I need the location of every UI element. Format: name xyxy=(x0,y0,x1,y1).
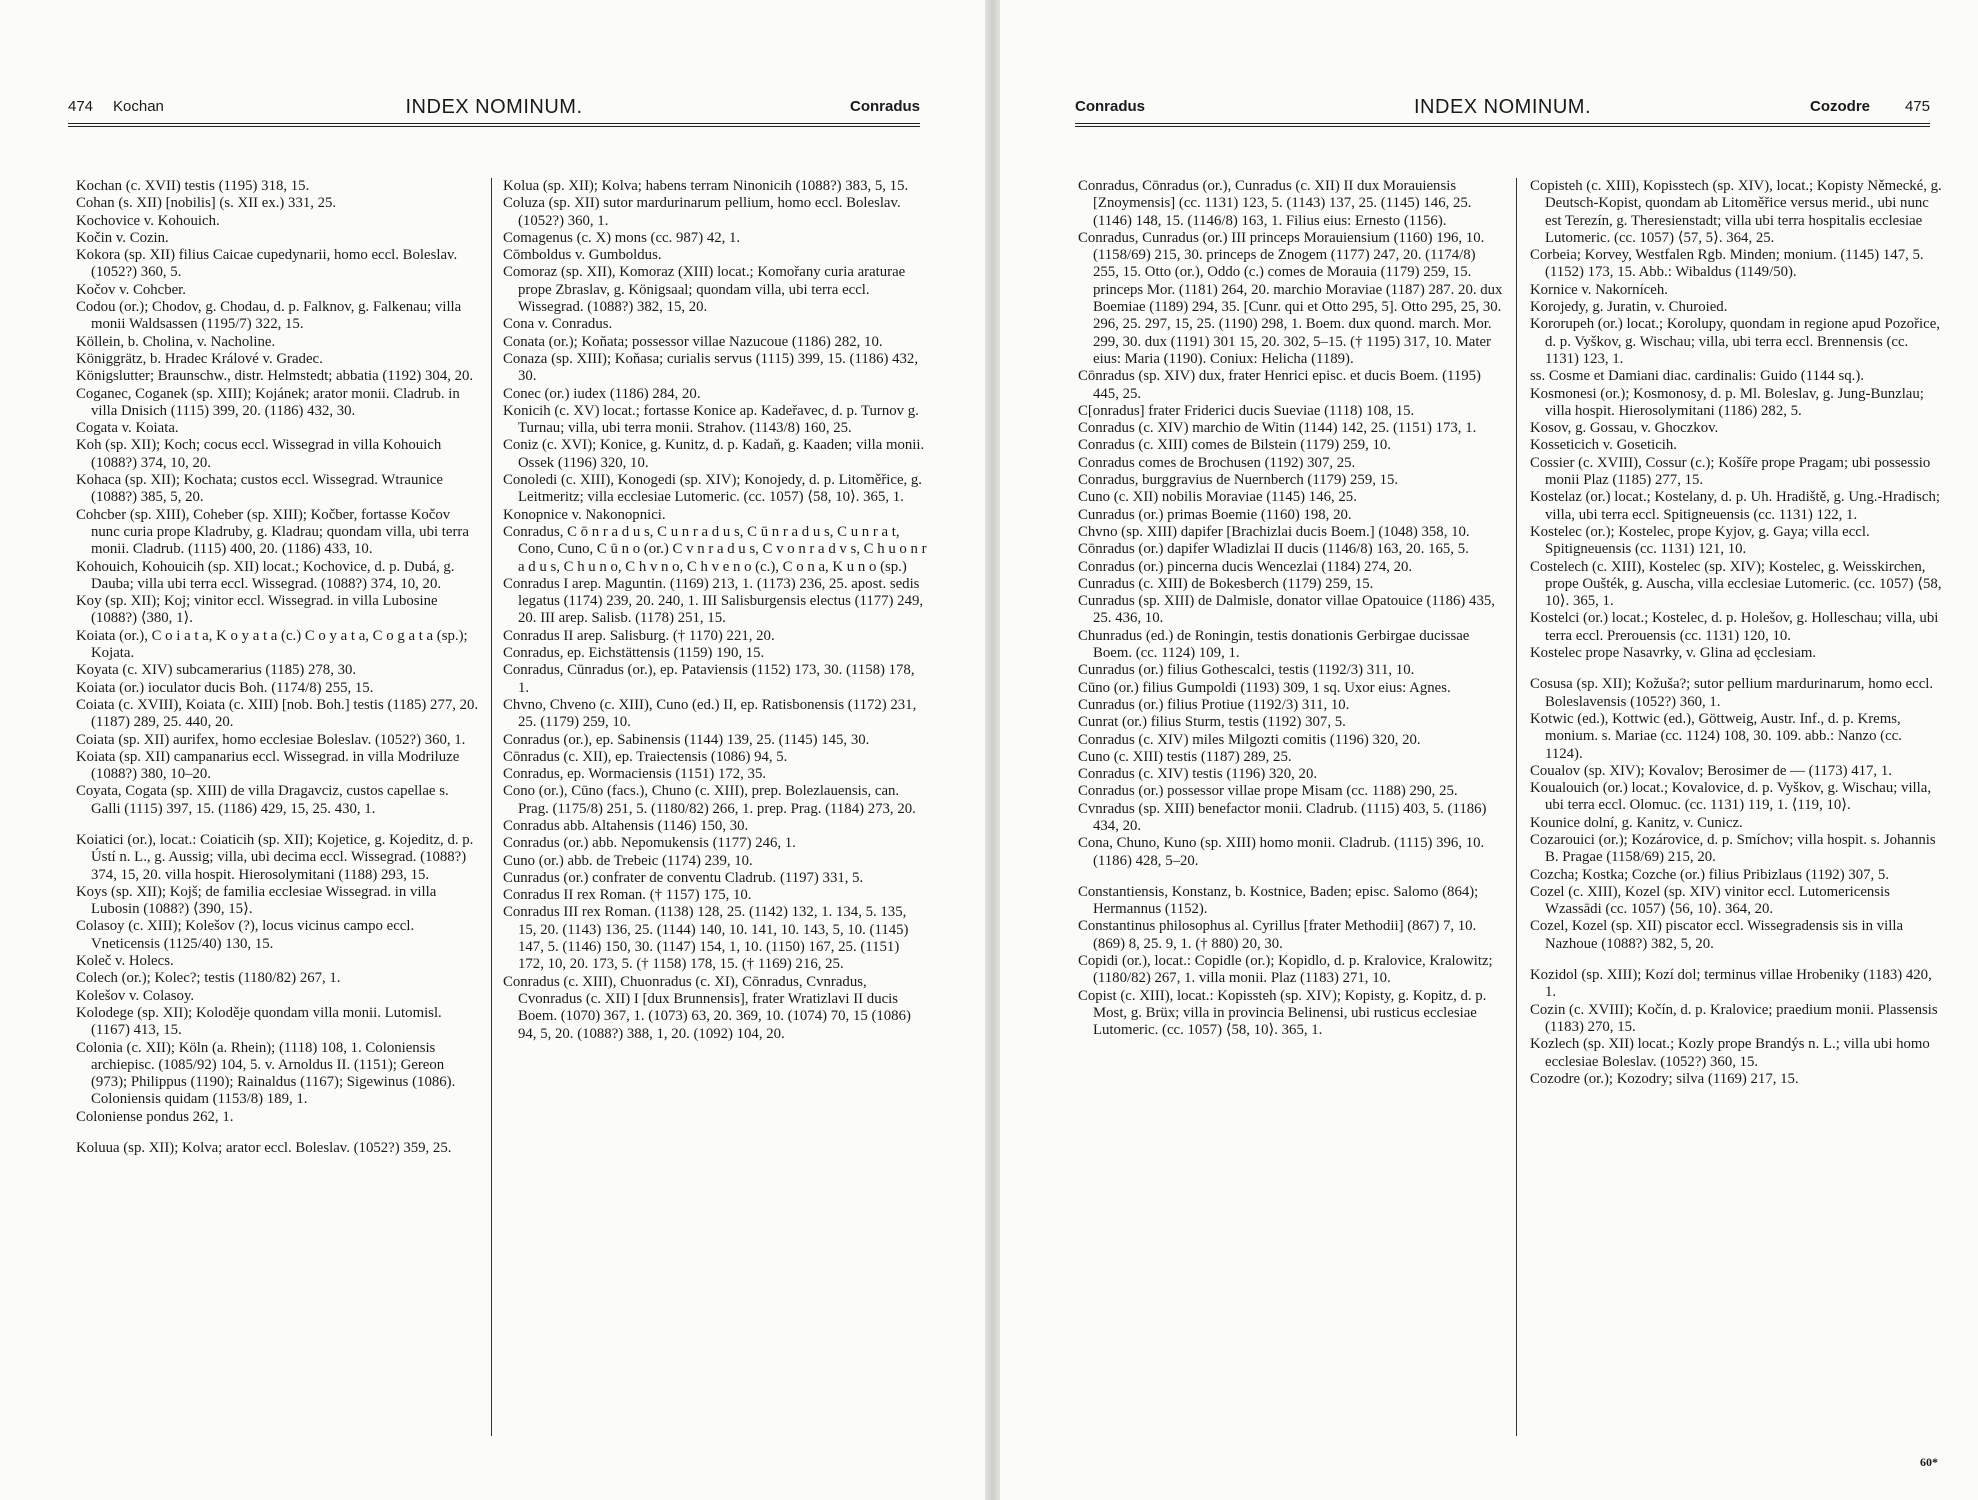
index-entry: ss. Cosme et Damiani diac. cardinalis: Guido (1144 sq.). xyxy=(1530,368,1864,385)
signature-mark: 60* xyxy=(1920,1455,1938,1469)
index-entry: Koiata (sp. XII) campanarius eccl. Wissegrad. in villa Modriluze (1088?) 380, 10–20. xyxy=(76,748,460,783)
index-entry: Conradus abb. Altahensis (1146) 150, 30. xyxy=(503,817,749,834)
index-entry: Conradus comes de Brochusen (1192) 307, 25. xyxy=(1078,454,1356,471)
index-entry: Conradus (or.) pincerna ducis Wencezlai (1184) 274, 20. xyxy=(1078,558,1413,575)
index-entry: Colasoy (c. XIII); Kolešov (?), locus vicinus campo eccl. Vneticensis (1125/40) 130, 15. xyxy=(76,918,415,952)
index-entry: Conradus (c. XIV) marchio de Witin (1144) 142, 25. (1151) 173, 1. xyxy=(1078,420,1477,437)
index-entry: Cozel, Kozel (sp. XII) piscator eccl. Wissegradensis sis in villa Nazhoue (1088?) 382, 5, 20. xyxy=(1530,918,1904,952)
index-entry: Conradus, ep. Wormaciensis (1151) 172, 35. xyxy=(503,766,767,783)
left-column-1 xyxy=(76,178,481,1428)
index-entry: Conec (or.) iudex (1186) 284, 20. xyxy=(503,385,701,402)
index-entry: Conradus (or.) possessor villae prope Misam (cc. 1188) 290, 25. xyxy=(1078,783,1458,800)
index-entry: Kostelaz (or.) locat.; Kostelany, d. p. Uh. Hradiště, g. Ung.-Hradisch; villa, ubi terra eccl. Spitigneuensis (cc. 1131) 122, 1. xyxy=(1530,489,1940,523)
index-entry: Chvno (sp. XIII) dapifer [Brachizlai ducis Boem.] (1048) 358, 10. xyxy=(1078,523,1470,540)
right-column-1 xyxy=(1078,178,1503,1428)
right-page-number: 475 xyxy=(1904,98,1930,115)
index-entry: Conradus, Cunradus (or.) III princeps Morauiensium (1160) 196, 10. (1158/69) 215, 30. princeps de Znogem (1177) 247, 20. (1174/8) 255, 15. Otto (or.), Oddo (c.) comes de Morauia (1179) 259, 15. princeps Mor. (1181) 264, 20. marchio Moraviae (1187) 287. 20. dux Boemiae (1189) 294, 35. [Cunr. qui et Otto 295, 5]. Otto 295, 25, 30. 296, 25. 297, 15, 25. (1190) 298, 1. Boem. dux quond. march. Mor. 299, 30. dux (1191) 301 15, 20. 302, 5–15. († 1195) 317, 10. Mater eius: Maria (1190). Coniux: Helicha (1189). xyxy=(1078,229,1503,367)
index-entry: Cvnradus (sp. XIII) benefactor monii. Cladrub. (1115) 403, 5. (1186) 434, 20. xyxy=(1078,800,1487,834)
left-running-header xyxy=(68,94,920,120)
index-entry: Cōnradus (sp. XIV) dux, frater Henrici episc. et ducis Boem. (1195) 445, 25. xyxy=(1078,368,1481,402)
index-entry: Corbeia; Korvey, Westfalen Rgb. Minden; monium. (1145) 147, 5. (1152) 173, 15. Abb.: Wibaldus (1149/50). xyxy=(1530,247,1924,281)
index-entry: Kornice v. Nakorníceh. xyxy=(1530,281,1668,298)
index-entry: Kochan (c. XVII) testis (1195) 318, 15. xyxy=(76,178,310,194)
index-entry: Coiata (sp. XII) aurifex, homo ecclesiae Boleslav. (1052?) 360, 1. xyxy=(76,731,466,748)
index-entry: Conradus, burggravius de Nuernberch (1179) 259, 15. xyxy=(1078,472,1399,489)
index-entry: Konicih (c. XV) locat.; fortasse Konice ap. Kadeřavec, d. p. Turnov g. Turnau; villa, ubi terra monii. Strahov. (1143/8) 160, 25. xyxy=(503,402,919,437)
index-entry: Conradus I arep. Maguntin. (1169) 213, 1. (1173) 236, 25. apost. sedis legatus (1174) 239, 20. 240, 1. III Salisburgensis electus (1177) 249, 20. III arep. Salisb. (1178) 251, 15. xyxy=(503,575,924,627)
index-entry: Königgrätz, b. Hradec Králové v. Gradec. xyxy=(76,350,323,367)
index-entry: C[onradus] frater Friderici ducis Sueviae (1118) 108, 15. xyxy=(1078,402,1415,419)
index-entry: Coganec, Coganek (sp. XIII); Kojánek; arator monii. Cladrub. in villa Dnisich (1115) 399, 20. (1186) 432, 30. xyxy=(76,385,460,419)
index-entry: Kounice dolní, g. Kanitz, v. Cunicz. xyxy=(1530,814,1743,831)
index-entry: Cuno (c. XIII) testis (1187) 289, 25. xyxy=(1078,748,1292,765)
index-entry: Königslutter; Braunschw., distr. Helmstedt; abbatia (1192) 304, 20. xyxy=(76,368,474,385)
index-entry: Conradus (or.) abb. Nepomukensis (1177) 246, 1. xyxy=(503,835,796,852)
index-entry: Conradus (c. XIV) miles Milgozti comitis (1196) 320, 20. xyxy=(1078,731,1421,748)
index-entry: Constantiensis, Konstanz, b. Kostnice, Baden; episc. Salomo (864); Hermannus (1152). xyxy=(1078,883,1479,918)
index-entry: Colech (or.); Kolec?; testis (1180/82) 267, 1. xyxy=(76,970,341,987)
index-entry: Copist (c. XIII), locat.: Kopissteh (sp. XIV); Kopisty, g. Kopitz, d. p. Most, g. Brüx; villa in provincia Belinensi, ubi rusticus ecclesiae Lutomeric. (cc. 1057) ⟨58, 10⟩. 365, 1. xyxy=(1078,987,1487,1039)
index-entry: Colonia (c. XII); Köln (a. Rhein); (1118) 108, 1. Coloniensis archiepisc. (1085/92) 104, 5. v. Arnoldus II. (1151); Gereon (973); Philippus (1190); Rainaldus (1167); Sigewinus (1086). Coloniensis quidam (1153/8) 189, 1. xyxy=(76,1039,456,1108)
index-entry: Coualov (sp. XIV); Kovalov; Berosimer de — (1173) 417, 1. xyxy=(1530,762,1892,779)
right-column-2 xyxy=(1520,178,1942,1428)
index-entry: Koleč v. Holecs. xyxy=(76,953,174,970)
index-entry: Koiata (or.), C o i a t a, K o y a t a (c.) C o y a t a, C o g a t a (sp.); Kojata. xyxy=(76,627,468,662)
index-entry: Korojedy, g. Juratin, v. Churoied. xyxy=(1530,299,1728,316)
index-entry: Kororupeh (or.) locat.; Korolupy, quondam in regione apud Pozořice, d. p. Vyškov, g. Wischau; villa, ubi terra eccl. Brennensis (cc. 1131) 123, 1. xyxy=(1530,316,1940,367)
index-entry: Conradus (c. XIV) testis (1196) 320, 20. xyxy=(1078,766,1318,783)
index-entry: Conradus II rex Roman. († 1157) 175, 10. xyxy=(503,887,752,904)
header-rule xyxy=(1075,126,1930,127)
index-entry: Koyata (c. XIV) subcamerarius (1185) 278, 30. xyxy=(76,662,357,679)
index-entry: Kostelec (or.); Kostelec, prope Kyjov, g. Gaya; villa eccl. Spitigneuensis (cc. 1131) 121, 10. xyxy=(1530,523,1870,558)
index-entry: Cona, Chuno, Kuno (sp. XIII) homo monii. Cladrub. (1115) 396, 10. (1186) 428, 5–20. xyxy=(1078,835,1485,869)
index-entry: Cuno (c. XII) nobilis Moraviae (1145) 146, 25. xyxy=(1078,489,1357,506)
index-entry: Cossier (c. XVIII), Cossur (c.); Košíře prope Pragam; ubi possessio monii Plaz (1185) 277, 15. xyxy=(1530,454,1931,489)
index-entry: Conata (or.); Koňata; possessor villae Nazucoue (1186) 282, 10. xyxy=(503,333,883,350)
index-entry: Cozcha; Kostka; Cozche (or.) filius Pribizlaus (1192) 307, 5. xyxy=(1530,866,1890,883)
index-entry: Cono (or.), Cūno (facs.), Chuno (c. XIII), prep. Bolezlauensis, can. Prag. (1175/8) 251, 5. (1180/82) 266, 1. prep. Prag. (1184) 273, 20. xyxy=(503,783,916,817)
index-entry: Kokora (sp. XII) filius Caicae cupedynarii, homo eccl. Boleslav. (1052?) 360, 5. xyxy=(76,247,458,281)
right-page xyxy=(1000,0,1978,1500)
left-header-catchword-right: Conradus xyxy=(849,98,920,115)
right-header-catchword: Conradus xyxy=(1075,98,1146,115)
index-entry: Cozin (c. XVIII); Kočín, d. p. Kralovice; praedium monii. Plassensis (1183) 270, 15. xyxy=(1530,1001,1938,1035)
index-entry: Koluua (sp. XII); Kolva; arator eccl. Boleslav. (1052?) 359, 25. xyxy=(76,1140,452,1157)
index-entry: Köllein, b. Cholina, v. Nacholine. xyxy=(76,333,276,350)
index-entry: Cosusa (sp. XII); Kožuša?; sutor pellium mardurinarum, homo eccl. Boleslavensis (1052?) 360, 1. xyxy=(1530,676,1934,710)
index-entry: Coiata (c. XVIII), Koiata (c. XIII) [nob. Boh.] testis (1185) 277, 20. (1187) 289, 25. 440, 20. xyxy=(76,696,479,731)
index-entry: Kozidol (sp. XIII); Kozí dol; terminus villae Hrobeniky (1183) 420, 1. xyxy=(1530,967,1932,1001)
left-header-title: INDEX NOMINUM. xyxy=(405,96,583,118)
index-entry: Chunradus (ed.) de Roningin, testis donationis Gerbirgae ducissae Boem. (cc. 1124) 109, 1. xyxy=(1078,627,1470,662)
index-entry: Conradus (c. XIII), Chuonradus (c. XI), Cōnradus, Cvnradus, Cvonradus (c. XII) I [dux Brunnensis], frater Wratizlavi II ducis Boem. (1070) 367, 1. (1073) 63, 20. 369, 10. (1074) 70, 15 (1086) 94, 5, 20. (1088?) 388, 1, 20. (1092) 104, 20. xyxy=(503,973,911,1042)
index-entry: Cunradus (sp. XIII) de Dalmisle, donator villae Opatouice (1186) 435, 25. 436, 10. xyxy=(1078,593,1495,627)
header-rule xyxy=(68,123,920,124)
index-entry: Koys (sp. XII); Kojš; de familia ecclesiae Wissegrad. in villa Lubosin (1088?) ⟨390, 15⟩. xyxy=(76,883,437,918)
index-entry: Conradus, Cōnradus (or.), Cunradus (c. XII) II dux Morauiensis [Znoymensis] (cc. 1131) 123, 5. (1143) 137, 25. (1145) 146, 25. (1146) 148, 15. (1146/8) 163, 1. Filius eius: Ernesto (1156). xyxy=(1078,178,1472,229)
header-rule xyxy=(1075,123,1930,124)
index-entry: Cozel (c. XIII), Kozel (sp. XIV) vinitor eccl. Lutomericensis Wzassādi (cc. 1057) ⟨56, 10⟩. 364, 20. xyxy=(1530,883,1890,918)
index-entry: Kosov, g. Gossau, v. Ghoczkov. xyxy=(1530,420,1719,437)
index-entry: Constantinus philosophus al. Cyrillus [frater Methodii] (867) 7, 10. (869) 8, 25. 9, 1. († 880) 20, 30. xyxy=(1078,918,1477,952)
index-entry: Cozodre (or.); Kozodry; silva (1169) 217, 15. xyxy=(1530,1070,1799,1087)
index-entry: Comagenus (c. X) mons (cc. 987) 42, 1. xyxy=(503,229,741,246)
index-entry: Cohan (s. XII) [nobilis] (s. XII ex.) 331, 25. xyxy=(76,195,337,212)
index-entry: Kohouich, Kohouicih (sp. XII) locat.; Kochovice, d. p. Dubá, g. Dauba; villa ubi terra eccl. Wissegrad. (1088?) 374, 10, 20. xyxy=(76,558,455,592)
index-entry: Cohcber (sp. XIII), Coheber (sp. XIII); Kočber, fortasse Kočov nunc curia prope Kladruby, g. Kladrau; quondam villa, ubi terra monii. Cladrub. (1115) 400, 20. (1186) 433, 10. xyxy=(76,506,469,558)
index-entry: Conradus, ep. Eichstättensis (1159) 190, 15. xyxy=(503,645,765,662)
left-column-2 xyxy=(493,178,927,1428)
index-entry: Cuno (or.) abb. de Trebeic (1174) 239, 10. xyxy=(503,852,753,869)
right-header-catchword-right: Cozodre xyxy=(1810,98,1870,115)
index-entry: Kochovice v. Kohouich. xyxy=(76,212,220,229)
right-running-header xyxy=(1075,94,1930,120)
index-entry: Kostelec prope Nasavrky, v. Glina ad ęcclesiam. xyxy=(1530,645,1817,662)
index-entry: Kolua (sp. XII); Kolva; habens terram Ninonicih (1088?) 383, 5, 15. xyxy=(503,178,909,194)
index-entry: Chvno, Chveno (c. XIII), Cuno (ed.) II, ep. Ratisbonensis (1172) 231, 25. (1179) 259, 10. xyxy=(503,696,917,731)
index-entry: Coyata, Cogata (sp. XIII) de villa Dragavciz, custos capellae s. Galli (1115) 397, 15. (1186) 429, 15, 25. 430, 1. xyxy=(76,783,449,817)
index-entry: Kostelci (or.) locat.; Kostelec, d. p. Holešov, g. Holleschau; villa, ubi terra eccl. Prerouensis (cc. 1131) 120, 10. xyxy=(1530,610,1939,644)
index-entry: Coniz (c. XVI); Konice, g. Kunitz, d. p. Kadaň, g. Kaaden; villa monii. Ossek (1196) 320, 10. xyxy=(503,437,925,471)
index-entry: Cunradus (c. XIII) de Bokesberch (1179) 259, 15. xyxy=(1078,575,1374,592)
index-entry: Cunradus (or.) confrater de conventu Cladrub. (1197) 331, 5. xyxy=(503,869,864,886)
index-entry: Coloniense pondus 262, 1. xyxy=(76,1108,234,1125)
index-entry: Cogata v. Koiata. xyxy=(76,420,179,437)
column-divider xyxy=(491,178,492,1436)
index-entry: Conoledi (c. XIII), Konogedi (sp. XIV); Konojedy, d. p. Litoměřice, g. Leitmeritz; villa ecclesiae Lutomeric. (cc. 1057) ⟨58, 10⟩. 365, 1. xyxy=(503,472,923,506)
left-header-catchword: Kochan xyxy=(113,98,164,115)
index-entry: Codou (or.); Chodov, g. Chodau, d. p. Falknov, g. Falkenau; villa monii Waldsassen (1195/7) 322, 15. xyxy=(76,299,462,333)
index-entry: Conradus II arep. Salisburg. († 1170) 221, 20. xyxy=(503,627,775,644)
index-entry: Copisteh (c. XIII), Kopisstech (sp. XIV), locat.; Kopisty Německé, g. Deutsch-Kopist, quondam ab Litoměřice versus merid., ubi nunc est Terezín, g. Theresienstadt; villa ubi terra hospitalis ecclesiae Lutomeric. (cc. 1057) ⟨57, 5⟩. 364, 25. xyxy=(1530,178,1942,246)
index-entry: Kočin v. Cozin. xyxy=(76,229,169,246)
index-entry: Cunradus (or.) filius Protiue (1192/3) 311, 10. xyxy=(1078,696,1350,713)
index-entry: Kolešov v. Colasoy. xyxy=(76,987,195,1004)
index-entry: Cōnradus (or.) dapifer Wladizlai II ducis (1146/8) 163, 20. 165, 5. xyxy=(1078,541,1469,558)
left-page-number: 474 xyxy=(68,98,94,115)
index-entry: Cunradus (or.) primas Boemie (1160) 198, 20. xyxy=(1078,506,1352,523)
index-entry: Koy (sp. XII); Koj; vinitor eccl. Wissegrad. in villa Lubosine (1088?) ⟨380, 1⟩. xyxy=(76,593,438,627)
index-entry: Kosmonesi (or.); Kosmonosy, d. p. Ml. Boleslav, g. Jung-Bunzlau; villa hospit. Hierosolymitani (1186) 282, 5. xyxy=(1530,385,1924,419)
index-entry: Conradus (c. XIII) comes de Bilstein (1179) 259, 10. xyxy=(1078,437,1391,454)
index-entry: Cōmboldus v. Gumboldus. xyxy=(503,247,662,264)
index-entry: Koualouich (or.) locat.; Kovalovice, d. p. Vyškov, g. Wischau; villa, ubi terra eccl. Olomuc. (cc. 1131) 119, 1. ⟨119, 10⟩. xyxy=(1530,780,1932,814)
index-entry: Conradus (or.), ep. Sabinensis (1144) 139, 25. (1145) 145, 30. xyxy=(503,731,870,748)
index-entry: Kotwic (ed.), Kottwic (ed.), Göttweig, Austr. Inf., d. p. Krems, monium. s. Mariae (cc. 1124) 108, 30. 109. abb.: Nanzo (cc. 1124). xyxy=(1530,710,1902,762)
index-entry: Conaza (sp. XIII); Koňasa; curialis servus (1115) 399, 15. (1186) 432, 30. xyxy=(503,350,919,385)
header-rule xyxy=(68,126,920,127)
index-entry: Conradus III rex Roman. (1138) 128, 25. (1142) 132, 1. 134, 5. 135, 15, 20. (1143) 136, 25. (1144) 140, 10. 141, 10. 143, 5, 10. (1145) 147, 5. (1146) 150, 30. (1147) 154, 1, 10. (1150) 167, 25. (1151) 172, 10, 20. 173, 5. († 1158) 178, 15. († 1169) 216, 25. xyxy=(503,904,909,973)
index-entry: Kočov v. Cohcber. xyxy=(76,281,186,298)
index-entry: Cozarouici (or.); Kozárovice, d. p. Smíchov; villa hospit. s. Johannis B. Pragae (1158/69) 215, 20. xyxy=(1530,831,1936,866)
index-entry: Cunrat (or.) filius Sturm, testis (1192) 307, 5. xyxy=(1078,714,1346,731)
index-entry: Conradus, C ō n r a d u s, C u n r a d u s, C ū n r a d u s, C u n r a t, Cono, Cuno, C ū n o (or.) C v n r a d u s, C v o n r a d v s, C h u o n r a d u s, C h u n o, C h v n o, C h v e n o (c.), C o n a, K u n o (sp.) xyxy=(503,523,927,575)
index-entry: Kozlech (sp. XII) locat.; Kozly prope Brandýs n. L.; villa ubi homo ecclesiae Boleslav. (1052?) 360, 15. xyxy=(1530,1036,1930,1070)
index-entry: Costelech (c. XIII), Kostelec (sp. XIV); Kostelec, g. Weisskirchen, prope Oušték, g. Auscha, villa ecclesiae Lutomeric. (cc. 1057) ⟨58, 10⟩. 365, 1. xyxy=(1530,558,1942,610)
index-entry: Konopnice v. Nakonopnici. xyxy=(503,506,666,523)
column-divider xyxy=(1516,178,1517,1436)
index-entry: Koh (sp. XII); Koch; cocus eccl. Wissegrad in villa Kohouich (1088?) 374, 10, 20. xyxy=(76,437,442,471)
right-header-title: INDEX NOMINUM. xyxy=(1414,96,1591,118)
index-entry: Copidi (or.), locat.: Copidle (or.); Kopidlo, d. p. Kralovice, Kralowitz; (1180/82) 267, 1. villa monii. Plaz (1183) 271, 10. xyxy=(1078,953,1493,987)
index-entry: Coluza (sp. XII) sutor mardurinarum pellium, homo eccl. Boleslav. (1052?) 360, 1. xyxy=(503,195,901,229)
index-entry: Koiatici (or.), locat.: Coiaticih (sp. XII); Kojetice, g. Kojeditz, d. p. Ústí n. L., g. Aussig; villa, ubi decima eccl. Wissegrad. (1088?) 374, 15, 20. villa hospit. Hierosolymitani (1188) 293, 15. xyxy=(76,831,474,883)
index-entry: Koiata (or.) ioculator ducis Boh. (1174/8) 255, 15. xyxy=(76,679,374,696)
left-page xyxy=(0,0,985,1500)
book-gutter xyxy=(985,0,1000,1500)
index-entry: Conradus, Cūnradus (or.), ep. Pataviensis (1152) 173, 30. (1158) 178, 1. xyxy=(503,662,915,696)
index-entry: Kolodege (sp. XII); Koloděje quondam villa monii. Lutomisl. (1167) 413, 15. xyxy=(76,1004,442,1039)
index-entry: Cūno (or.) filius Gumpoldi (1193) 309, 1 sq. Uxor eius: Agnes. xyxy=(1078,679,1451,696)
index-entry: Cunradus (or.) filius Gothescalci, testis (1192/3) 311, 10. xyxy=(1078,662,1415,679)
index-entry: Kosseticich v. Goseticih. xyxy=(1530,437,1677,454)
index-entry: Comoraz (sp. XII), Komoraz (XIII) locat.; Komořany curia araturae prope Zbraslav, g. Königsaal; quondam villa, ubi terra eccl. Wissegrad. (1088?) 382, 15, 20. xyxy=(503,264,906,316)
index-entry: Cōnradus (c. XII), ep. Traiectensis (1086) 94, 5. xyxy=(503,748,788,765)
index-entry: Kohaca (sp. XII); Kochata; custos eccl. Wissegrad. Wtraunice (1088?) 385, 5, 20. xyxy=(76,472,443,506)
index-entry: Cona v. Conradus. xyxy=(503,316,613,333)
